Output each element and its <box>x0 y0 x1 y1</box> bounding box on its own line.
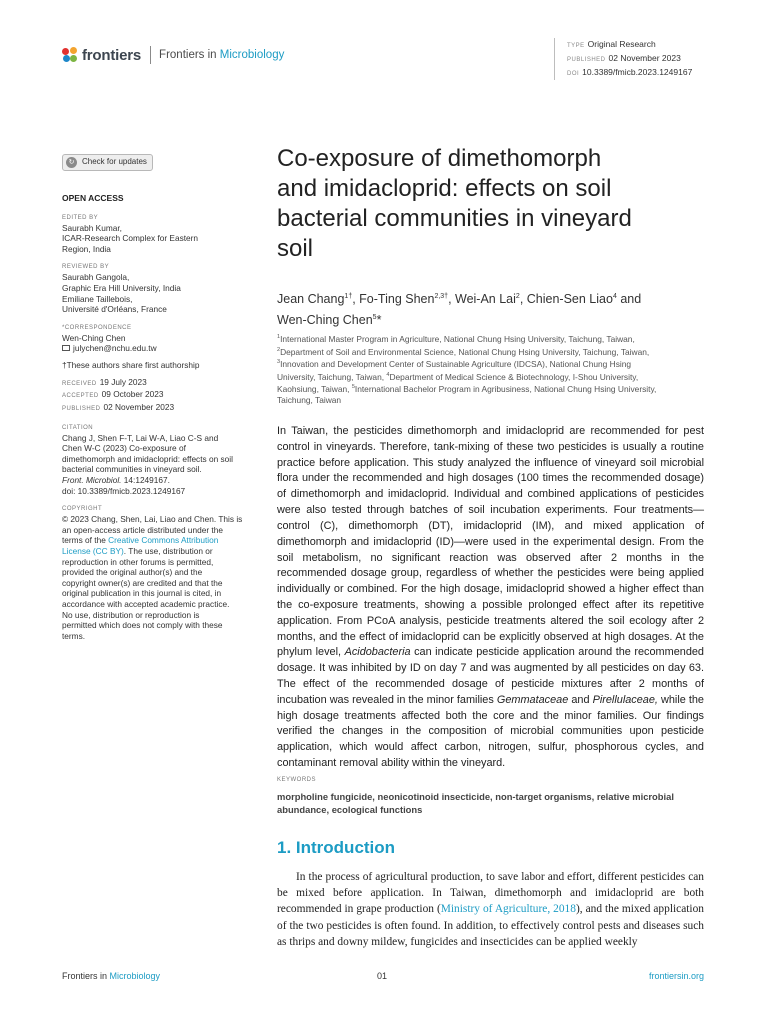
affiliations: $^1$International Master Program in Agriculture, National Chung Hsing University, Taichung, Taiwan, $^2$Department of Soil and Environmental Science, National Chung Hsing University, Taichung, Taiwan, $^3$Innovation and Development Center of Sustainable Agriculture (IDCSA), National Chung Hsing University, Taichung, Taiwan, $^4$Department of Medical Science & Biotechnology, I-Shou University, Kaohsiung, Taiwan, $^5$International Bachelor Program in Agribusiness, National Chung Hsing University, Taichung, Taiwan <box>277 333 657 405</box>
article-title: Co-exposure of dimethomorph and imidacloprid: effects on soil bacterial communities in vineyard soil <box>277 145 632 262</box>
citation-label: CITATION <box>62 424 94 431</box>
abstract: In Taiwan, the pesticides dimethomorph and imidacloprid are recommended for pest control in vineyards. Therefore, tank-mixing of these two pesticides is usually a routine practice before application. This study analyzed the influence of vineyard soil microbial flora under the recommended and high dosages (100 times the recommended dosage) of dimethomorph and imidacloprid. Individual and combined applications of pesticides were also tested through batches of soil incubation experiments. Four treatments—control (C), dimethomorph (DT), imidacloprid (IM), and mixed application of dimethomorph and imidacloprid (ID)—were used in the experimental design. From the soil metabolism, no significant reaction was observed after 2 months in the recommended dosage group, regardless of whether the pesticides were being applied individually or combined. For the high dosage, imidacloprid showed a higher effect than the co-exposure treatments, showing a possible prolonged effect after its repetitive application. From PCoA analysis, pesticide treatments altered the soil ecology after 2 months, and the effect of imidacloprid can be explicitly observed at high dosages. At the phylum level, Acidobacteria can indicate pesticide application around the recommended dosage. It was inhibited by ID on day 7 and was augmented by all pesticides on day 63. The effect of the recommended dosage of pesticide mixtures after 2 months of incubation was revealed in the minor families Gemmataceae and Pirellulaceae, while the high dosage treatments affected both the core and the minor families. Our findings verified the changes in the composition of microbial communities upon pesticide application, which would affect carbon, nitrogen, sulfur, phosphorous cycles, and contaminant removal ability within the vineyard. <box>277 425 704 770</box>
cc-license-link-2[interactable]: License (CC BY) <box>62 545 124 556</box>
sidebar <box>62 153 264 641</box>
author-list: Jean Chang$^{1\dagger}$, Fo-Ting Shen$^{2,3\dagger}$, Wei-An Lai$^2$, Chien-Sen Liao$^4$ and Wen-Ching Chen$^5$* <box>277 292 642 327</box>
citation-doi[interactable]: doi: 10.3389/fmicb.2023.1249167 <box>62 485 186 496</box>
journal-name[interactable]: Frontiers in Microbiology <box>159 49 285 61</box>
mail-icon <box>62 345 70 351</box>
logo-text: frontiers <box>82 46 142 64</box>
footer-journal[interactable]: Frontiers in Microbiology <box>62 971 161 981</box>
section-heading: 1. Introduction <box>277 838 396 857</box>
edited-by: Saurabh Kumar, ICAR-Research Complex for Eastern Region, India <box>62 222 199 254</box>
reviewed-by: Saurabh Gangola, Graphic Era Hill University, India Emiliane Taillebois, Université d'Orléans, France <box>62 272 181 315</box>
page-header <box>62 44 284 66</box>
introduction-text: In the process of agricultural production, to save labor and effort, different pesticides can be mixed before application. In Taiwan, dimethomorph and imidacloprid are both recommended in grape production (Ministry of Agriculture, 2018), and the mixed application of the two pesticides is often found. In addition, to effectively control pests and diseases such as thrips and downy mildew, fungicides and insecticides can be applied weekly <box>277 871 704 948</box>
dates: RECEIVED 19 July 2023 ACCEPTED 09 October 2023 PUBLISHED 02 November 2023 <box>62 376 175 412</box>
header-divider <box>150 46 151 64</box>
reviewed-by-label: REVIEWED BY <box>62 264 110 271</box>
article-doi[interactable]: DOI 10.3389/fmicb.2023.1249167 <box>567 67 693 77</box>
article-meta <box>554 38 692 80</box>
author: Jean Chang <box>277 292 345 307</box>
correspondence-email[interactable]: julychen@nchu.edu.tw <box>62 343 264 354</box>
copyright-label: COPYRIGHT <box>62 506 103 513</box>
first-authorship-note: †These authors share first authorship <box>62 359 200 370</box>
footer-site-link[interactable]: frontiersin.org <box>648 971 704 981</box>
edited-by-label: EDITED BY <box>62 214 99 221</box>
citation: Chang J, Shen F-T, Lai W-A, Liao C-S and Chen W-C (2023) Co-exposure of dimethomorph and imidacloprid: effects on soil bacterial communities in vineyard soil. Front. Microbiol. 14:1249167. doi: 10.3389/fmicb.2023.1249167 <box>62 433 264 497</box>
copyright: © 2023 Chang, Shen, Lai, Liao and Chen. This is an open-access article distributed under the terms of the Creative Commons Attribution License (CC BY). The use, distribution or reproduction in other forums is permitted, provided the original author(s) and the copyright owner(s) are credited and that the original publication in this journal is cited, in accordance with accepted academic practice. No use, distribution or reproduction is permitted which does not comply with these terms. <box>62 514 243 641</box>
frontiers-logo[interactable] <box>62 47 141 64</box>
article-type: TYPE Original Research <box>567 39 656 49</box>
keywords-label: KEYWORDS <box>277 777 317 783</box>
check-updates-button[interactable]: ↻ Check for updates <box>62 154 153 171</box>
article-published: PUBLISHED 02 November 2023 <box>567 53 681 63</box>
correspondence-name: Wen-Ching Chen <box>62 332 126 343</box>
cc-license-link[interactable]: Creative Commons Attribution <box>108 535 219 546</box>
page-number: 01 <box>377 971 388 981</box>
keywords: morpholine fungicide, neonicotinoid insecticide, non-target organisms, relative microbial abundance, ecological functions <box>277 791 674 815</box>
frontiers-logo-icon <box>62 47 78 63</box>
update-icon: ↻ <box>66 157 77 168</box>
reference-link[interactable]: Ministry of Agriculture, 2018 <box>440 903 576 916</box>
correspondence-label: *CORRESPONDENCE <box>62 324 132 331</box>
open-access-label: OPEN ACCESS <box>62 193 124 203</box>
